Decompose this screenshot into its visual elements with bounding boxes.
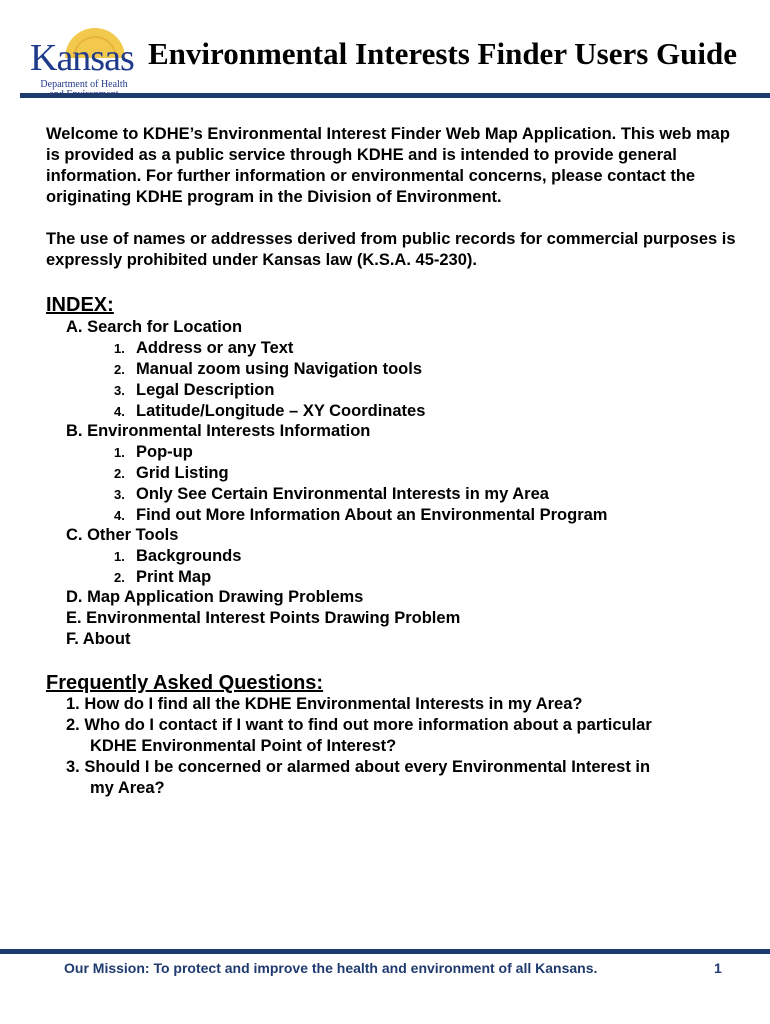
index-subitem: 1. Pop-up — [114, 443, 193, 461]
faq-item-continued: KDHE Environmental Point of Interest? — [90, 737, 397, 755]
index-subitem: 3. Legal Description — [114, 381, 275, 399]
index-subitem: 2. Manual zoom using Navigation tools — [114, 360, 423, 378]
faq-heading: Frequently Asked Questions: — [46, 672, 324, 694]
header-rule — [20, 93, 770, 98]
index-item-c: C. Other Tools — [66, 526, 179, 544]
logo-subtitle: Department of Health — [40, 79, 128, 90]
index-subitem: 2. Print Map — [114, 568, 212, 586]
footer-rule — [0, 949, 770, 954]
kdhe-logo — [22, 22, 140, 96]
index-item-e: E. Environmental Interest Points Drawing Problem — [66, 609, 461, 627]
page-number: 1 — [714, 960, 722, 976]
faq-item: 3. Should I be concerned or alarmed about every Environmental Interest in — [66, 758, 651, 776]
legal-paragraph: The use of names or addresses derived from public records for commercial purposes is expressly prohibited under Kansas law (K.S.A. 45-230). — [46, 230, 736, 269]
index-subitem: 3. Only See Certain Environmental Interests in my Area — [114, 485, 549, 503]
faq-item: 1. How do I find all the KDHE Environmental Interests in my Area? — [66, 695, 583, 713]
index-subitem: 4. Latitude/Longitude – XY Coordinates — [114, 402, 426, 420]
index-subitem: 4. Find out More Information About an Environmental Program — [114, 506, 608, 524]
faq-item: 2. Who do I contact if I want to find out more information about a particular — [66, 716, 652, 734]
index-subitem: 1. Address or any Text — [114, 339, 294, 357]
mission-statement: Our Mission: To protect and improve the health and environment of all Kansans. — [64, 960, 598, 976]
document-title: Environmental Interests Finder Users Guide — [148, 36, 738, 71]
index-item-b: B. Environmental Interests Information — [66, 422, 371, 440]
faq-item-continued: my Area? — [90, 779, 165, 797]
index-subitem: 2. Grid Listing — [114, 464, 229, 482]
index-subitem: 1. Backgrounds — [114, 547, 242, 565]
logo-wordmark: Kansas — [30, 37, 134, 79]
index-item-a: A. Search for Location — [66, 318, 243, 336]
index-item-d: D. Map Application Drawing Problems — [66, 588, 364, 606]
index-item-f: F. About — [66, 630, 131, 648]
intro-paragraph: Welcome to KDHE’s Environmental Interest Finder Web Map Application. This web map is provided as a public service through KDHE and is intended to provide general information. For further information or environmental concerns, please contact the originating KDHE program in the Division of Environment. — [46, 125, 730, 206]
index-heading: INDEX: — [46, 294, 114, 316]
